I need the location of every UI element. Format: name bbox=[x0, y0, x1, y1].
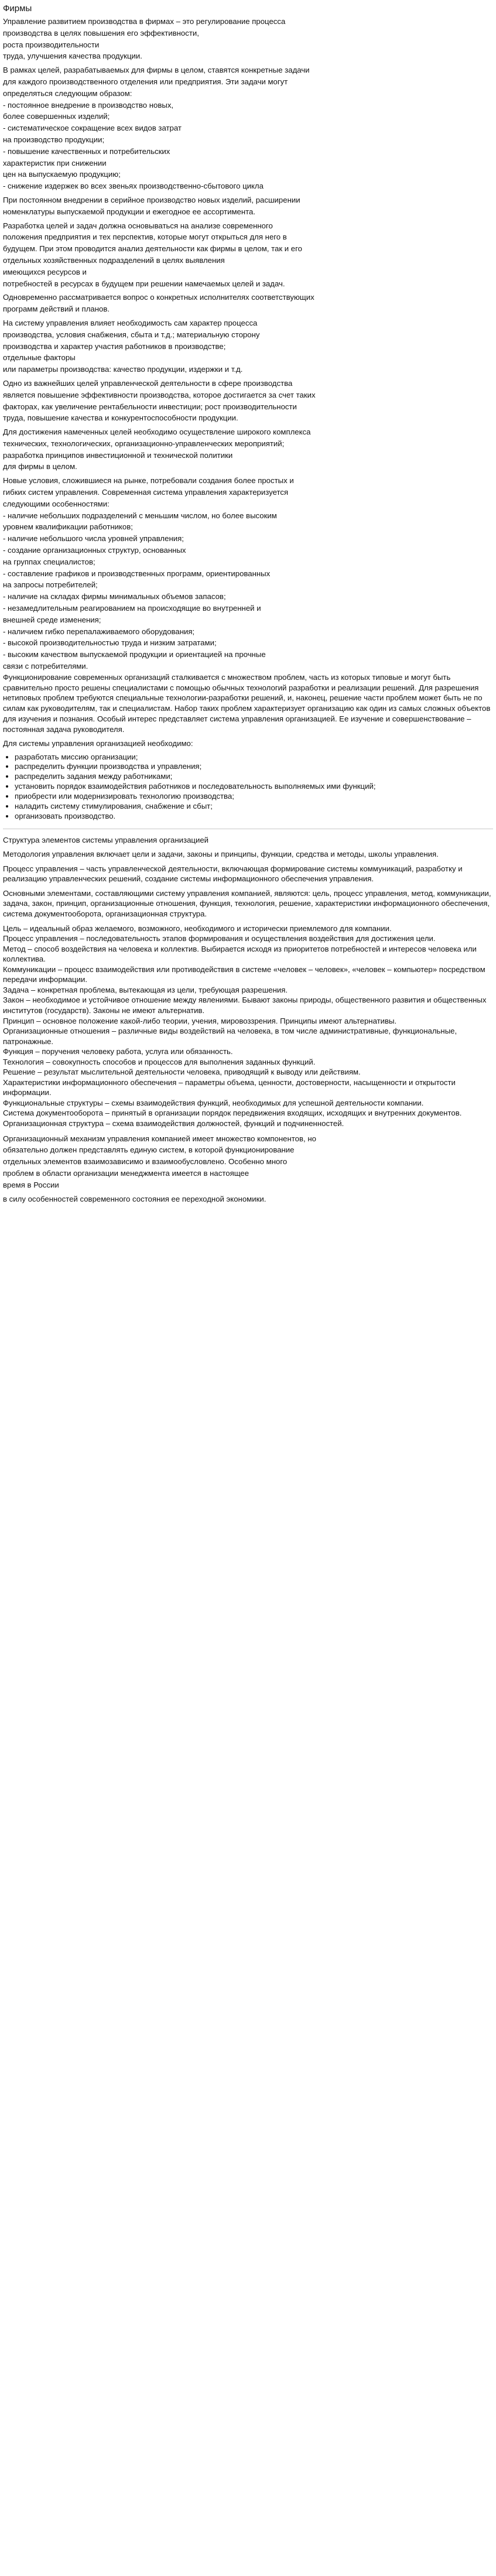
text-line: - незамедлительным реагированием на происходящие во внутренней и bbox=[3, 604, 261, 613]
text-line: На систему управления влияет необходимость сам характер процесса bbox=[3, 318, 258, 327]
text-line: Структура элементов системы управления организацией bbox=[3, 835, 209, 844]
text-line: номенклатуры выпускаемой продукции и ежегодное ее ассортимента. bbox=[3, 207, 256, 216]
requirements-list bbox=[3, 752, 493, 822]
text-line: Для достижения намеченных целей необходимо осуществление широкого комплекса bbox=[3, 427, 311, 437]
text-line: характеристик при снижении bbox=[3, 158, 107, 167]
list-item: • наладить систему стимулирования, снабжение и сбыт; bbox=[15, 802, 493, 812]
text-line: - наличие на складах фирмы минимальных объемов запасов; bbox=[3, 592, 226, 601]
text-line: производства и характер участия работников в производстве; bbox=[3, 341, 226, 351]
paragraph: Функционирование современных организаций сталкивается с множеством проблем, часть из которых типовые и могут быть сравнительно просто решены специалистами с помощью обычных технологий разработки и реализации решений. Для разрешения нетиповых проблем требуются специальные технологии-разработки решений, и, наконец, решение части проблем может быть не по силам как руководителям, так и специалистам. Набор таких проблем характеризует организацию как один из самых сложных объектов для изучения и познания. Особый интерес представляет система управления организацией. Ее изучение и совершенствование – постоянная задача руководителя. bbox=[3, 672, 491, 734]
list-item: • распределить функции производства и управления; bbox=[15, 762, 493, 772]
text-line: - снижение издержек во всех звеньях производственно-сбытового цикла bbox=[3, 182, 264, 191]
text-line: Организационная структура – схема взаимодействия должностей, функций и подчиненностей. bbox=[3, 1118, 344, 1128]
paragraph: Для системы управления организацией необходимо: bbox=[3, 738, 193, 748]
text-line: - высоким качеством выпускаемой продукции и ориентацией на прочные bbox=[3, 650, 266, 659]
text-line: Закон – необходимое и устойчивое отношение между явлениями. Бывают законы природы, общественного развития и общественных институтов (государств). Законы не имеют альтернатив. bbox=[3, 995, 487, 1015]
text-line: потребностей в ресурсах в будущем при решении намечаемых целей и задач. bbox=[3, 279, 285, 288]
text-line: на группах специалистов; bbox=[3, 557, 95, 566]
text-line: - наличием гибко перепалаживаемого оборудования; bbox=[3, 627, 195, 636]
text-line: более совершенных изделий; bbox=[3, 112, 110, 121]
text-line: уровнем квалификации работников; bbox=[3, 522, 133, 532]
list-item: • организовать производство. bbox=[15, 812, 493, 822]
text-line: Управление развитием производства в фирмах – это регулирование процесса bbox=[3, 17, 286, 26]
text-line: Разработка целей и задач должна основываться на анализе современного bbox=[3, 221, 273, 230]
block-organizational-mechanism bbox=[3, 1133, 493, 1205]
text-line: Одно из важнейших целей управленческой деятельности в сфере производства bbox=[3, 378, 293, 388]
list-item: • приобрести или модернизировать технологию производства; bbox=[15, 792, 493, 802]
text-line: является повышение эффективности производства, которое достигается за счет таких bbox=[3, 390, 316, 399]
text-line: Функция – поручения человеку работа, услуга или обязанность. bbox=[3, 1047, 233, 1056]
page-title: Фирмы bbox=[3, 4, 32, 13]
text-line: цен на выпускаемую продукцию; bbox=[3, 170, 121, 179]
text-line: - систематическое сокращение всех видов затрат bbox=[3, 124, 182, 133]
text-line: Одновременно рассматривается вопрос о конкретных исполнителях соответствующих bbox=[3, 293, 314, 302]
text-line: роста производительности bbox=[3, 40, 100, 49]
text-line: гибких систем управления. Современная система управления характеризуется bbox=[3, 488, 289, 497]
text-line: В рамках целей, разрабатываемых для фирмы в целом, ставятся конкретные задачи bbox=[3, 66, 310, 75]
text-line: труда, повышение качества и конкурентоспособности продукции. bbox=[3, 413, 238, 423]
text-line: Процесс управления – последовательность этапов формирования и осуществления воздействия для достижения цели. bbox=[3, 934, 436, 943]
text-line: отдельных хозяйственных подразделений в целях выявления bbox=[3, 255, 225, 265]
list-item: • установить порядок взаимодействия работников и последовательность выполняемых ими функций; bbox=[15, 782, 493, 792]
text-line: Задача – конкретная проблема, вытекающая из цели, требующая разрешения. bbox=[3, 985, 288, 994]
text-line: производства, условия снабжения, сбыта и т.д.; материальную сторону bbox=[3, 330, 260, 339]
text-line: в силу особенностей современного состояния ее переходной экономики. bbox=[3, 1194, 266, 1203]
list-item: • распределить задания между работниками; bbox=[15, 772, 493, 782]
text-line: Новые условия, сложившиеся на рынке, потребовали создания более простых и bbox=[3, 476, 294, 485]
document-page bbox=[0, 0, 496, 1210]
text-line: Система документооборота – принятый в организации порядок передвижения входящих, исходящих и внутренних документов. bbox=[3, 1109, 462, 1118]
text-line: производства в целях повышения его эффективности, bbox=[3, 28, 199, 37]
text-line: - высокой производительностью труда и низким затратами; bbox=[3, 638, 217, 648]
text-line: обязательно должен представлять единую систем, в которой функционирование bbox=[3, 1145, 295, 1155]
text-line: Цель – идеальный образ желаемого, возможного, необходимого и исторически приемлемого для компании. bbox=[3, 923, 392, 933]
text-line: или параметры производства: качество продукции, издержки и т.д. bbox=[3, 365, 243, 374]
text-line: программ действий и планов. bbox=[3, 305, 110, 314]
text-line: Характеристики информационного обеспечения – параметры объема, ценности, достоверности, насыщенности и открытости информации. bbox=[3, 1077, 456, 1097]
text-line: Метод – способ воздействия на человека и коллектив. Выбирается исходя из приоритетов потребностей и интересов человека или коллектива. bbox=[3, 944, 477, 964]
text-line: - постоянное внедрение в производство новых, bbox=[3, 100, 174, 110]
text-line: Основными элементами, составляющими систему управления компанией, являются: цель, процесс управления, метод, коммуникации, задача, закон, принцип, организационные отношения, функция, технология, решение, характеристики информационного обеспечения, система документооборота, организационная структура. bbox=[3, 888, 491, 919]
text-line: проблем в области организации менеджмента имеется в настоящее bbox=[3, 1168, 249, 1178]
text-line: Методология управления включает цели и задачи, законы и принципы, функции, средства и методы, школы управления. bbox=[3, 850, 439, 859]
block-production-management bbox=[3, 16, 493, 672]
text-line: Организационные отношения – различные виды воздействий на человека, в том числе административные, функциональные, патронажные. bbox=[3, 1027, 457, 1046]
text-line: Функциональные структуры – схемы взаимодействия функций, необходимых для успешной деятельности компании. bbox=[3, 1098, 424, 1107]
text-line: связи с потребителями. bbox=[3, 662, 88, 671]
text-line: технических, технологических, организационно-управленческих мероприятий; bbox=[3, 439, 285, 448]
text-line: следующими особенностями: bbox=[3, 499, 110, 508]
text-line: время в России bbox=[3, 1180, 59, 1189]
text-line: положения предприятия и тех перспектив, которые могут открыться для него в bbox=[3, 232, 287, 242]
text-line: на производство продукции; bbox=[3, 135, 105, 144]
text-line: Решение – результат мыслительной деятельности человека, приводящий к выводу или действиям. bbox=[3, 1068, 361, 1077]
text-line: - повышение качественных и потребительских bbox=[3, 146, 170, 156]
block-system-elements bbox=[3, 835, 493, 1129]
text-line: будущем. При этом проводится анализ деятельности как фирмы в целом, так и его bbox=[3, 244, 302, 254]
list-item: • разработать миссию организации; bbox=[15, 752, 493, 762]
text-line: для фирмы в целом. bbox=[3, 462, 77, 471]
text-line: Организационный механизм управления компанией имеет множество компонентов, но bbox=[3, 1134, 316, 1143]
text-line: - составление графиков и производственных программ, ориентированных bbox=[3, 569, 271, 578]
text-line: факторах, как увеличение рентабельности инвестиции; рост производительности bbox=[3, 402, 297, 411]
text-line: При постоянном внедрении в серийное производство новых изделий, расширении bbox=[3, 195, 300, 204]
text-line: отдельные факторы bbox=[3, 353, 76, 362]
text-line: внешней среде изменения; bbox=[3, 615, 101, 624]
text-line: Принцип – основное положение какой-либо теории, учения, мировоззрения. Принципы имеют альтернативы. bbox=[3, 1016, 397, 1025]
text-line: на запросы потребителей; bbox=[3, 580, 98, 590]
text-line: для каждого производственного отделения или предприятия. Эти задачи могут bbox=[3, 77, 288, 86]
text-line: - наличие небольших подразделений с меньшим числом, но более высоким bbox=[3, 511, 277, 520]
text-line: - наличие небольшого числа уровней управления; bbox=[3, 534, 184, 543]
text-line: разработка принципов инвестиционной и технической политики bbox=[3, 450, 233, 460]
text-line: Коммуникации – процесс взаимодействия или противодействия в системе «человек – человек», «человек – компьютер» посредством передачи информации. bbox=[3, 964, 485, 984]
text-line: Процесс управления – часть управленческой деятельности, включающая формирование системы коммуникаций, разработку и реализацию управленческих решений, создание системы информационного обеспечения управления. bbox=[3, 864, 463, 884]
text-line: Технология – совокупность способов и процессов для выполнения заданных функций. bbox=[3, 1057, 316, 1066]
text-line: отдельных элементов взаимозависимо и взаимообусловлено. Особенно много bbox=[3, 1157, 288, 1166]
text-line: - создание организационных структур, основанных bbox=[3, 546, 186, 555]
block-organization-problems bbox=[3, 672, 493, 822]
text-line: труда, улучшения качества продукции. bbox=[3, 52, 142, 61]
text-line: определяться следующим образом: bbox=[3, 88, 132, 98]
text-line: имеющихся ресурсов и bbox=[3, 267, 87, 276]
